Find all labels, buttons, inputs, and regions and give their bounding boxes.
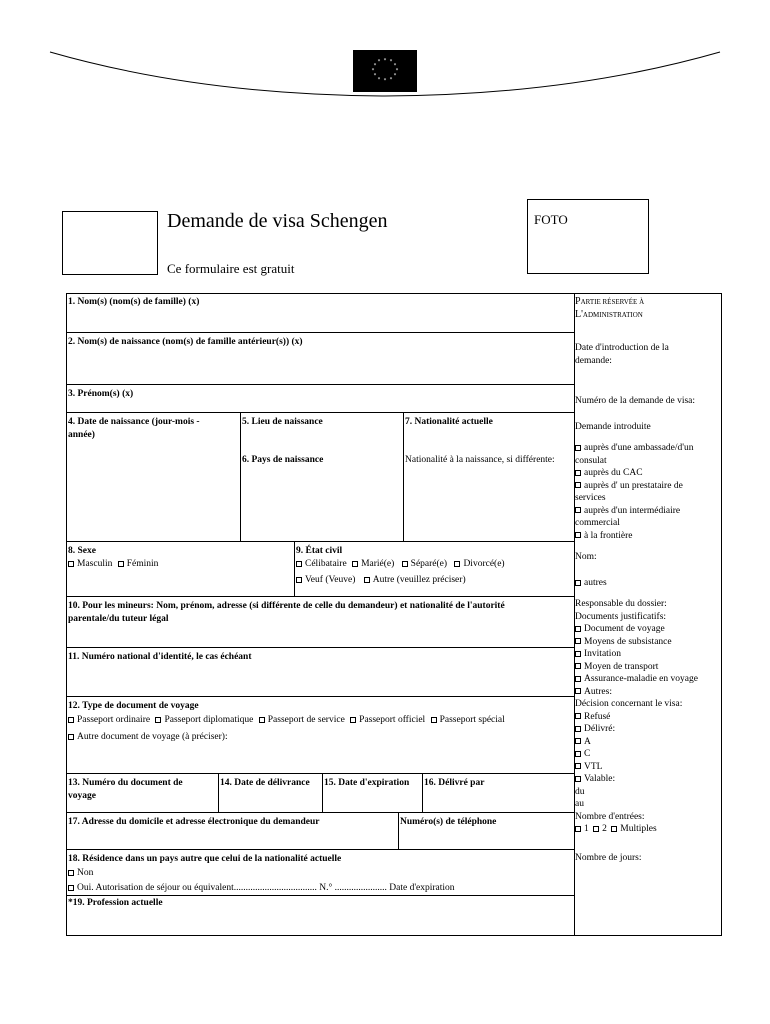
admin-nom: Nom: — [575, 552, 597, 562]
svg-text:*: * — [383, 78, 387, 84]
svg-text:*: * — [395, 68, 399, 74]
checkbox-passeport-ordinaire[interactable] — [68, 717, 74, 723]
field-5-label: 5. Lieu de naissance — [242, 417, 323, 427]
field-11-label: 11. Numéro national d'identité, le cas échéant — [68, 652, 252, 662]
admin-jours: Nombre de jours: — [575, 853, 642, 863]
checkbox-doc-autres[interactable] — [575, 688, 581, 694]
field-9-options-row2: Veuf (Veuve) Autre (veuillez préciser) — [294, 573, 468, 588]
field-19-label: *19. Profession actuelle — [68, 898, 163, 908]
field-6-label: 6. Pays de naissance — [242, 455, 324, 465]
admin-numero: Numéro de la demande de visa: — [575, 396, 696, 406]
field-4-input[interactable] — [67, 442, 239, 540]
field-2-label: 2. Nom(s) de naissance (nom(s) de famille antérieur(s)) (x) — [68, 337, 303, 347]
field-7-sub-label: Nationalité à la naissance, si différente: — [405, 455, 555, 465]
field-18-no: Non — [66, 866, 95, 881]
admin-date-intro: Date d'introduction de la demande: — [575, 343, 669, 366]
field-17-phone-label: Numéro(s) de téléphone — [400, 817, 497, 827]
checkbox-assurance[interactable] — [575, 676, 581, 682]
field-11-input[interactable] — [67, 663, 573, 695]
field-17-label: 17. Adresse du domicile et adresse électronique du demandeur — [68, 817, 320, 827]
field-12-options-row1: Passeport ordinaire Passeport diplomatique Passeport de service Passeport officiel Passeport spécial — [66, 713, 507, 728]
field-3-label: 3. Prénom(s) (x) — [68, 389, 134, 399]
checkbox-entree-multiples[interactable] — [611, 826, 617, 832]
field-1-label: 1. Nom(s) (nom(s) de famille) (x) — [68, 297, 200, 307]
checkbox-visa-vtl[interactable] — [575, 763, 581, 769]
field-10-input[interactable] — [67, 625, 573, 646]
svg-text:*: * — [393, 63, 397, 69]
svg-text:*: * — [389, 77, 393, 83]
field-1-input[interactable] — [67, 308, 573, 331]
checkbox-delivre[interactable] — [575, 726, 581, 732]
field-15-label: 15. Date d'expiration — [324, 778, 410, 788]
checkbox-residence-oui[interactable] — [68, 885, 74, 891]
field-19-input[interactable] — [67, 909, 573, 934]
checkbox-visa-a[interactable] — [575, 738, 581, 744]
field-18-label: 18. Résidence dans un pays autre que celui de la nationalité actuelle — [68, 854, 342, 864]
checkbox-transport[interactable] — [575, 663, 581, 669]
svg-text:*: * — [373, 63, 377, 69]
admin-heading: PARTIE RÉSERVÉE À L'ADMINISTRATION — [575, 296, 645, 320]
checkbox-feminin[interactable] — [118, 561, 124, 567]
checkbox-ambassade[interactable] — [575, 445, 581, 451]
eu-flag-icon — [353, 50, 417, 92]
svg-text:*: * — [383, 58, 387, 64]
checkbox-autre-etat[interactable] — [364, 577, 370, 583]
svg-text:*: * — [377, 77, 381, 83]
field-14-input[interactable] — [219, 789, 321, 811]
admin-options-list: auprès d'une ambassade/d'un consulat auprès du CAC auprès d' un prestataire de services auprès d'un intermédiaire commercial à la frontière — [575, 443, 694, 541]
field-13-label: 13. Numéro du document de voyage — [68, 778, 183, 801]
svg-text:*: * — [377, 59, 381, 65]
checkbox-subsistance[interactable] — [575, 638, 581, 644]
field-8-label: 8. Sexe — [68, 546, 96, 556]
checkbox-visa-c[interactable] — [575, 751, 581, 757]
checkbox-entree-1[interactable] — [575, 826, 581, 832]
field-5-input[interactable] — [241, 428, 402, 452]
field-6-input[interactable] — [241, 466, 402, 540]
photo-box — [527, 199, 649, 274]
checkbox-refuse[interactable] — [575, 713, 581, 719]
checkbox-intermediaire[interactable] — [575, 507, 581, 513]
svg-text:*: * — [371, 68, 375, 74]
field-4-label: 4. Date de naissance (jour-mois - année) — [68, 417, 200, 440]
checkbox-entree-2[interactable] — [593, 826, 599, 832]
checkbox-divorce[interactable] — [454, 561, 460, 567]
field-16-label: 16. Délivré par — [424, 778, 485, 788]
field-9-label: 9. État civil — [296, 546, 343, 556]
checkbox-autre-document[interactable] — [68, 734, 74, 740]
field-2-input[interactable] — [67, 348, 573, 383]
admin-demande-introduite: Demande introduite — [575, 422, 651, 432]
checkbox-passeport-special[interactable] — [431, 717, 437, 723]
checkbox-celibataire[interactable] — [296, 561, 302, 567]
page-title: Demande de visa Schengen — [167, 210, 388, 232]
checkbox-residence-non[interactable] — [68, 870, 74, 876]
field-8-options: Masculin Féminin — [66, 557, 160, 572]
checkbox-doc-voyage[interactable] — [575, 626, 581, 632]
checkbox-veuf[interactable] — [296, 577, 302, 583]
field-7-label: 7. Nationalité actuelle — [405, 417, 493, 427]
field-16-input[interactable] — [423, 789, 573, 811]
field-17-input[interactable] — [67, 828, 397, 848]
checkbox-valable[interactable] — [575, 776, 581, 782]
field-17-phone-input[interactable] — [399, 828, 573, 848]
field-14-label: 14. Date de délivrance — [220, 778, 310, 788]
checkbox-invitation[interactable] — [575, 651, 581, 657]
checkbox-frontiere[interactable] — [575, 532, 581, 538]
checkbox-admin-autres[interactable] — [575, 580, 581, 586]
field-12-label: 12. Type de document de voyage — [68, 701, 199, 711]
checkbox-separe[interactable] — [402, 561, 408, 567]
checkbox-passeport-service[interactable] — [259, 717, 265, 723]
logo-box — [62, 211, 158, 275]
checkbox-cac[interactable] — [575, 470, 581, 476]
field-9-options-row1: Célibataire Marié(e) Séparé(e) Divorcé(e) — [294, 557, 507, 572]
svg-text:*: * — [373, 73, 377, 79]
svg-text:*: * — [389, 59, 393, 65]
field-3-input[interactable] — [67, 399, 573, 411]
field-18-yes: Oui. Autorisation de séjour ou équivalent................................... N.° ...................... Date d'expiration — [66, 881, 457, 896]
checkbox-prestataire[interactable] — [575, 482, 581, 488]
checkbox-passeport-officiel[interactable] — [350, 717, 356, 723]
field-10-label: 10. Pour les mineurs: Nom, prénom, adresse (si différente de celle du demandeur) et nationalité de l'autorité parentale/du tuteur légal — [68, 601, 505, 624]
checkbox-marie[interactable] — [352, 561, 358, 567]
page-subtitle: Ce formulaire est gratuit — [167, 261, 295, 276]
field-15-input[interactable] — [323, 789, 421, 811]
svg-text:*: * — [393, 73, 397, 79]
photo-label: FOTO — [534, 212, 568, 227]
field-12-option-other: Autre document de voyage (à préciser): — [66, 730, 230, 745]
admin-autres: autres — [575, 577, 720, 590]
field-7-input[interactable] — [404, 466, 573, 540]
checkbox-passeport-diplomatique[interactable] — [155, 717, 161, 723]
admin-dossier: Responsable du dossier: Documents justificatifs: Document de voyage Moyens de subsistance Invitation Moyen de transport Assurance-maladie en voyage Autres: Décision concernant le visa: Refusé Délivré: A C VTL Valable: du au Nombre d'entrées: 1 2 Multiples — [575, 599, 698, 834]
checkbox-masculin[interactable] — [68, 561, 74, 567]
